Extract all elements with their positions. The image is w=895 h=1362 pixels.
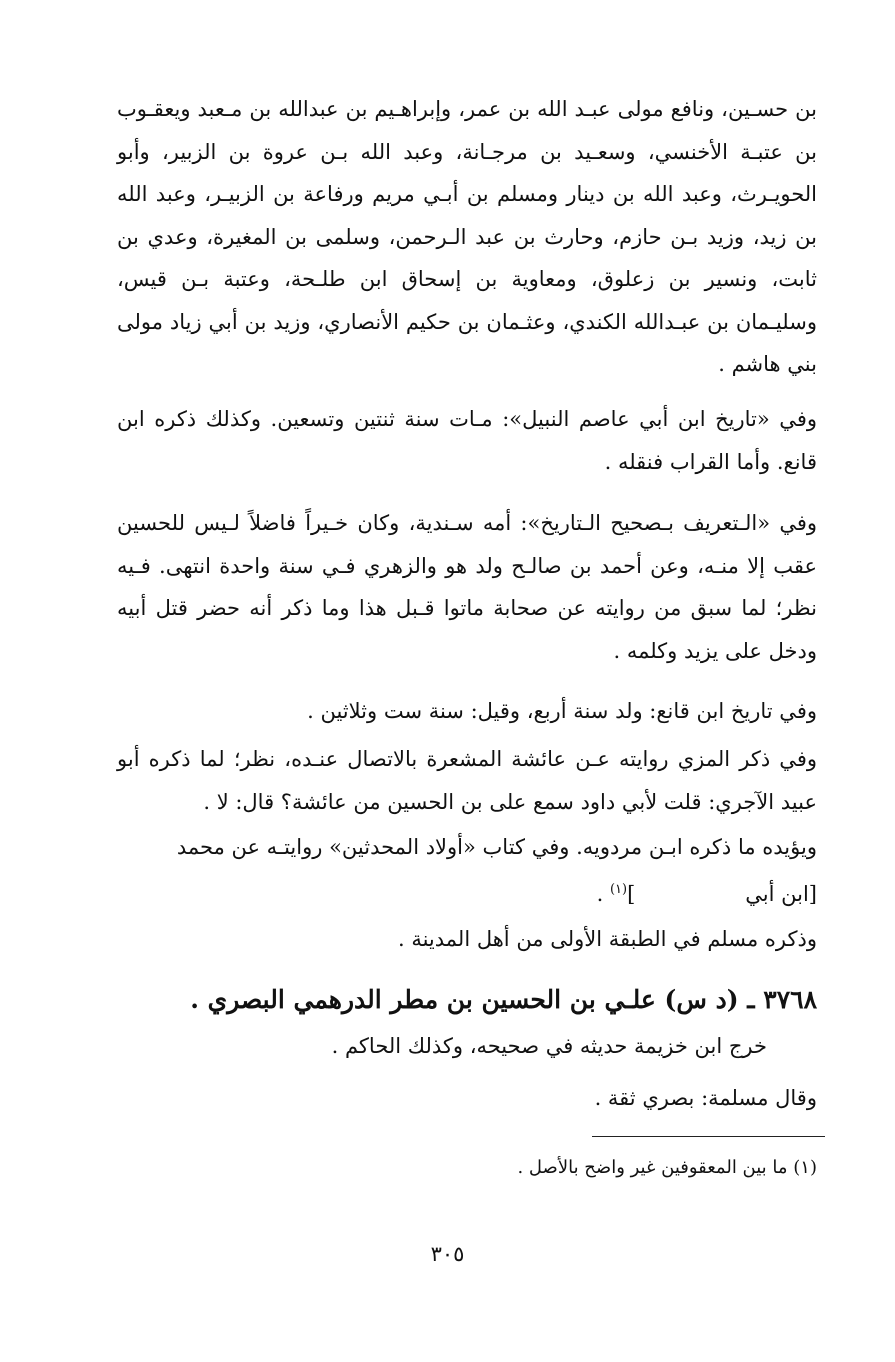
ibn-marduwayh-paragraph: ويؤيده ما ذكره ابـن مردويه. وفي كتاب «أولاد المحدثين» روايتـه عن محمد (176, 835, 817, 859)
bracket-open-text: [ابن أبي (745, 882, 817, 906)
entry-line-ibn-khuzayma: خرج ابن خزيمة حديثه في صحيحه، وكذلك الحاكم . (331, 1034, 767, 1058)
page-number: ٣٠٥ (430, 1242, 465, 1266)
tarikh-ibn-abi-asim-paragraph: وفي «تاريخ ابن أبي عاصم النبيل»: مـات سنة ثنتين وتسعين. وكذلك ذكره ابن قانع. وأما القراب فنقله . (117, 407, 817, 474)
narrators-list-paragraph: بن حسـين، ونافع مولى عبـد الله بن عمر، وإبراهـيم بن عبدالله بن مـعبد ويعقـوب بن عتبـة الأخنسي، وسعـيد بن مرجـانة، وعبد الله بـن عروة بن الزبير، وأبو الحويـرث، وعبد الله بن دينار ومسلم بن أبـي مريم ورفاعة بن الزبيـر، وعبد الله بن زيد، وزيد بـن حازم، وحارث بن عبد الـرحمن، وسلمى بن المغيرة، وعدي بن ثابت، ونسير بن زعلوق، ومعاوية بن إسحاق ابن طلـحة، وعتبة بـن قيس، وسليـمان بن عبـدالله الكندي، وعثـمان بن حكيم الأنصاري، وزيد بن أبي زياد مولى بني هاشم . (117, 97, 817, 376)
footnote-reference: (١) (609, 882, 628, 897)
footnote: (١) ما بين المعقوفين غير واضح بالأصل . (517, 1157, 817, 1178)
muslim-tabaqat-paragraph: وذكره مسلم في الطبقة الأولى من أهل المدينة . (397, 927, 817, 951)
mizzi-remark-paragraph: وفي ذكر المزي روايته عـن عائشة المشعرة بالاتصال عنـده، نظر؛ لما ذكره أبو عبيد الآجري: قلت لأبي داود سمع على بن الحسين من عائشة؟ قال: لا . (117, 747, 817, 814)
bracket-close: ] (627, 882, 636, 906)
entry-line-maslama: وقال مسلمة: بصري ثقة . (594, 1086, 817, 1110)
bracketed-gap-line (117, 870, 817, 914)
footnote-separator (592, 1136, 825, 1137)
tarif-paragraph: وفي «الـتعريف بـصحيح الـتاريخ»: أمه سـندية، وكان خـيراً فاضلاً لـيس للحسين عقب إلا منـه، وعن أحمد بن صالـح ولد هو والزهري فـي سنة واحدة انتهى. فـيه نظر؛ لما سبق من روايته عن صحابة ماتوا قـبل هذا وما ذكر أنه حضر قتل أبيه ودخل على يزيد وكلمه . (117, 511, 817, 663)
tarikh-ibn-qani-paragraph: وفي تاريخ ابن قانع: ولد سنة أربع، وقيل: سنة ست وثلاثين . (307, 699, 817, 723)
entry-heading: ٣٧٦٨ ـ (د س) علـي بن الحسين بن مطر الدرهمي البصري . (190, 985, 817, 1014)
sentence-end: . (596, 882, 604, 906)
